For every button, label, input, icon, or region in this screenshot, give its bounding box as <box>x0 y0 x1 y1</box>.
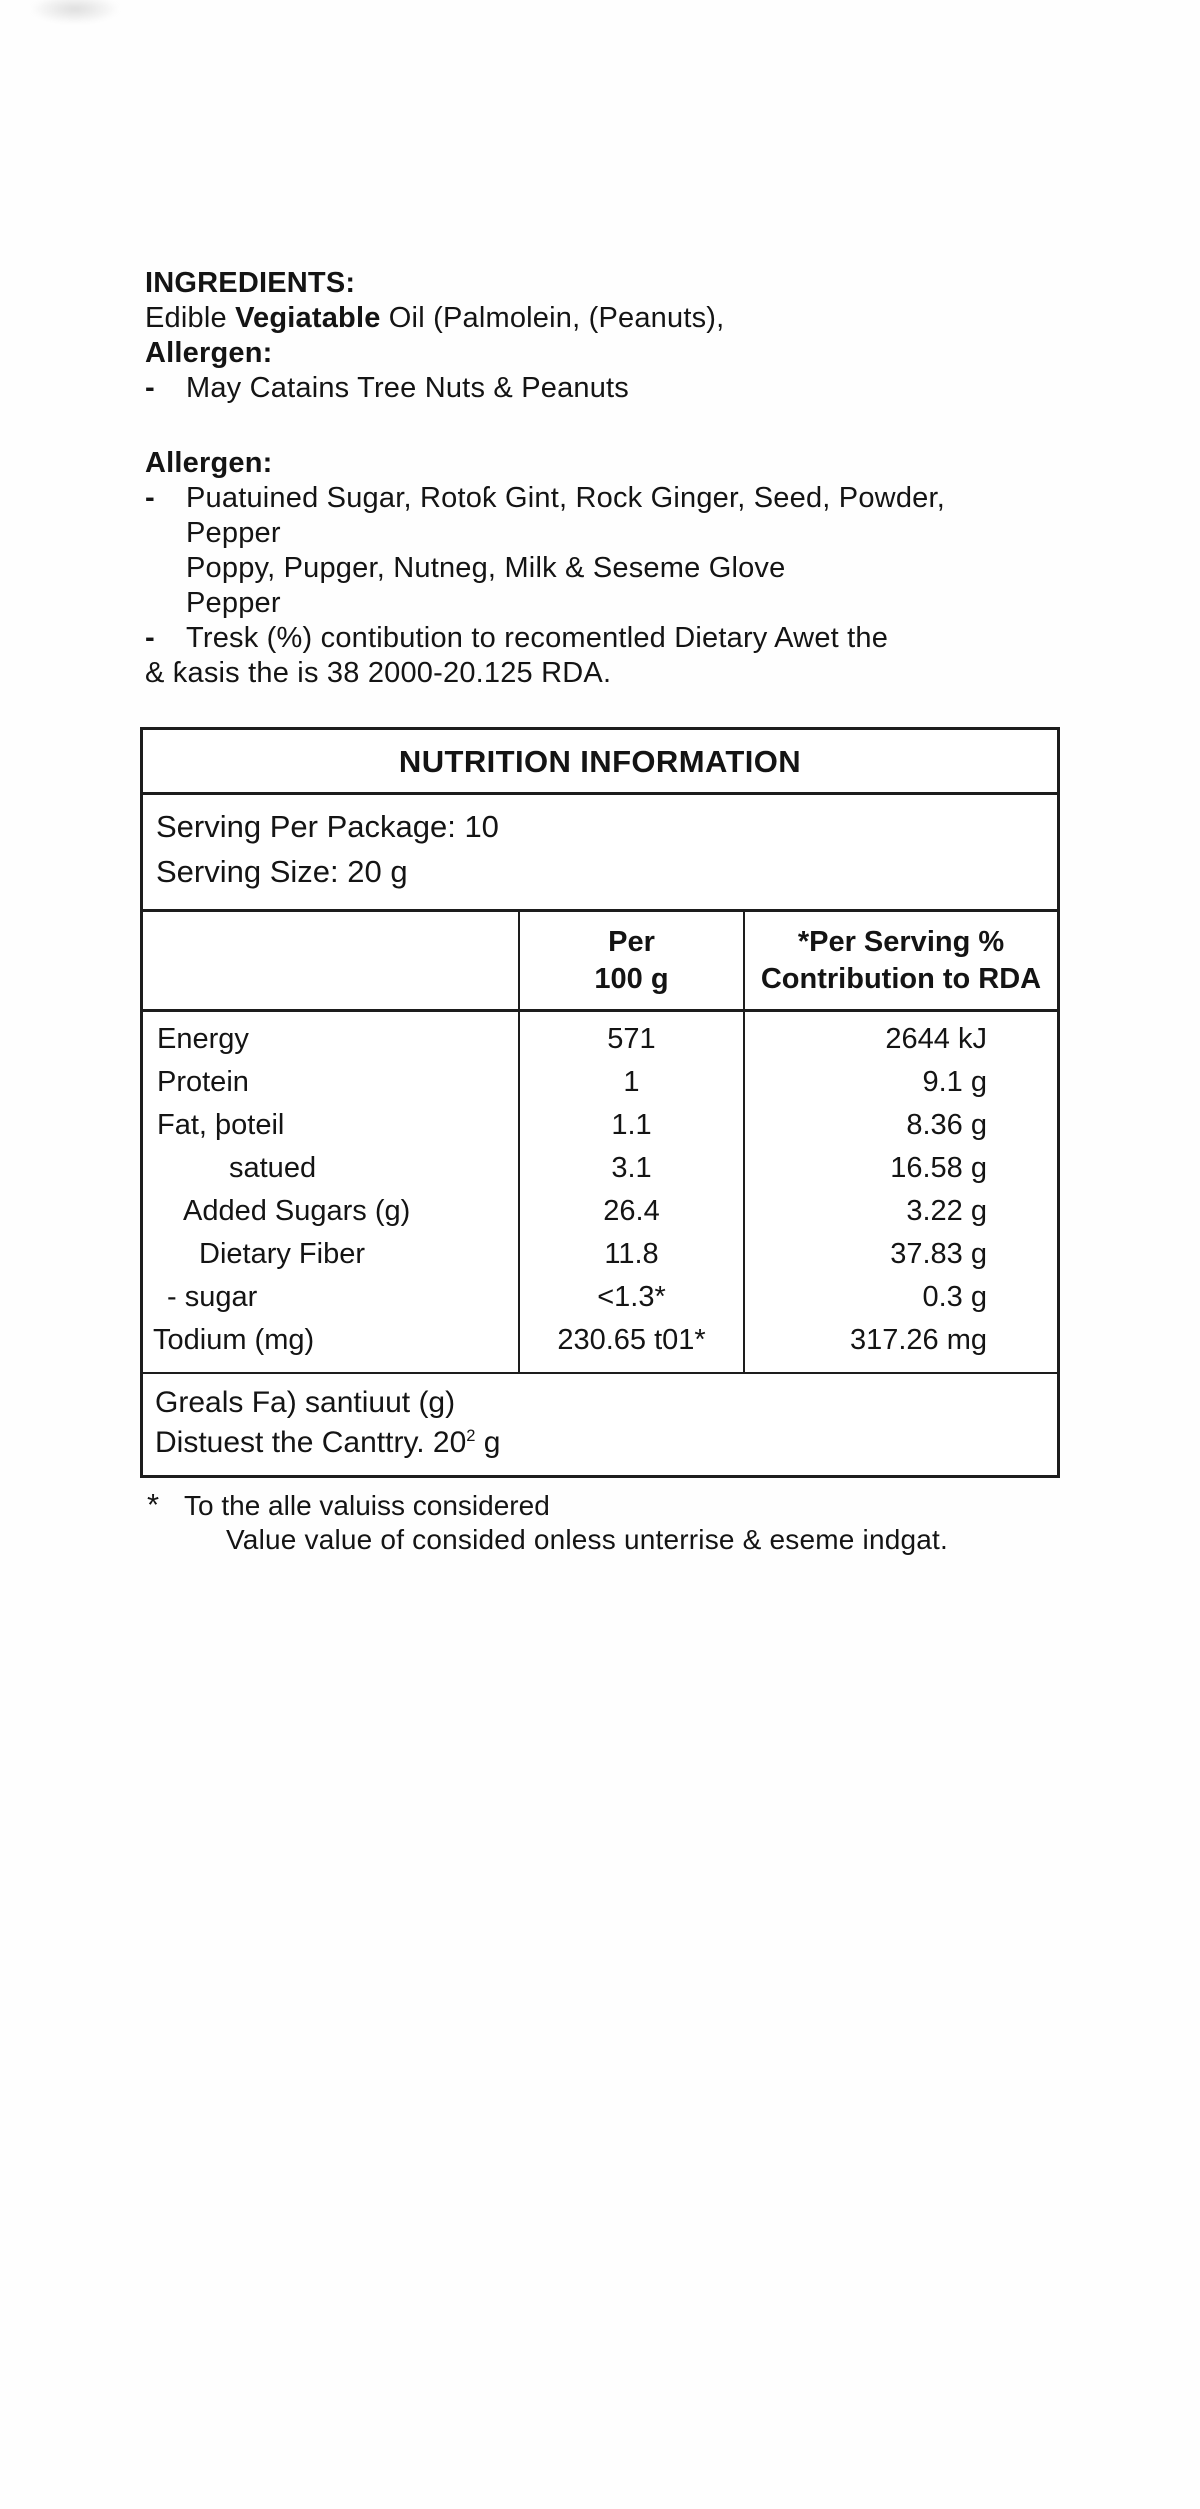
row-perserving: 37.83 g <box>743 1233 1057 1276</box>
allergen-bullet-2-cont2: Poppy, Pupger, Nutneg, Milk & Seseme Glove <box>186 552 786 584</box>
row-per100: 1.1 <box>518 1104 743 1147</box>
column-header-per-100g: Per 100 g <box>518 912 743 1009</box>
row-label: Fat, þoteil <box>157 1109 285 1141</box>
allergen-bullet-3 <box>145 621 945 656</box>
table-footer-line1: Greals Fa) santiuut (g) <box>155 1386 456 1419</box>
row-label: satued <box>229 1152 317 1184</box>
row-perserving: 3.22 g <box>743 1190 1057 1233</box>
row-per100: 571 <box>518 1012 743 1061</box>
row-perserving: 8.36 g <box>743 1104 1057 1147</box>
row-label: Dietary Fiber <box>199 1238 365 1270</box>
row-per100: <1.3* <box>518 1276 743 1319</box>
row-perserving: 9.1 g <box>743 1061 1057 1104</box>
table-column-headers <box>143 912 1057 1012</box>
row-label: Added Sugars (g) <box>183 1195 411 1227</box>
serving-per-package: Serving Per Package: 10 <box>156 809 499 844</box>
row-per100: 3.1 <box>518 1147 743 1190</box>
nutrition-rows <box>143 1012 1057 1374</box>
serving-size: Serving Size: 20 g <box>156 854 408 889</box>
table-footer-line2: Distuest the Canttry. $20^2$ g <box>155 1426 501 1459</box>
row-label: Protein <box>157 1066 249 1098</box>
row-perserving: 0.3 g <box>743 1276 1057 1319</box>
allergen-heading-1: Allergen: <box>145 337 273 369</box>
table-footer <box>143 1374 1057 1475</box>
ingredients-block <box>145 266 724 406</box>
column-header-blank <box>143 912 518 1009</box>
row-label: Energy <box>157 1023 249 1055</box>
allergen-block <box>145 446 945 691</box>
allergen-bullet-3-cont: & ƙasis the is 38 2000-20.125 RDA. <box>145 657 612 689</box>
allergen-bullet-1-text: May Catains Tree Nuts & Peanuts <box>186 372 630 404</box>
column-header-per-serving: *Per Serving % Contribution to RDA <box>743 912 1057 1009</box>
scan-smudge <box>30 0 120 24</box>
row-per100: 1 <box>518 1061 743 1104</box>
allergen-bullet-1 <box>145 371 724 406</box>
ingredients-line: Edible Vegiatable Oil (Palmolein, (Peanuts), <box>145 302 725 334</box>
asterisk: * <box>147 1487 160 1522</box>
nutrition-table <box>140 727 1060 1478</box>
ingredients-heading: INGREDIENTS: <box>145 267 356 299</box>
footnote-line1: * To the alle valuiss considered <box>147 1487 550 1522</box>
allergen-bullet-2-text: Puatuined Sugar, Rotoƙ Gint, Rock Ginger, Seed, Powder, <box>186 482 945 514</box>
allergen-heading-2: Allergen: <box>145 447 273 479</box>
bullet-dash: - <box>145 372 155 404</box>
bullet-dash: - <box>145 622 155 654</box>
row-label: - sugar <box>167 1281 258 1313</box>
allergen-bullet-2-cont3: Pepper <box>186 587 281 619</box>
row-label: Todium (mg) <box>153 1324 315 1356</box>
row-perserving: 16.58 g <box>743 1147 1057 1190</box>
row-perserving: 2644 kJ <box>743 1012 1057 1061</box>
row-per100: 230.65 t01* <box>518 1319 743 1372</box>
allergen-bullet-2-cont1: Pepper <box>186 517 281 549</box>
bullet-dash: - <box>145 482 155 514</box>
serving-info <box>143 795 1057 912</box>
row-per100: 11.8 <box>518 1233 743 1276</box>
allergen-bullet-2 <box>145 481 945 516</box>
row-perserving: 317.26 mg <box>743 1319 1057 1372</box>
row-per100: 26.4 <box>518 1190 743 1233</box>
allergen-bullet-3-text: Tresk (%) contibution to recomentled Dietary Awet the <box>186 622 889 654</box>
footnote-line2: Value value of consided onless unterrise & eseme indgat. <box>226 1524 949 1555</box>
nutrition-table-title: NUTRITION INFORMATION <box>143 730 1057 795</box>
